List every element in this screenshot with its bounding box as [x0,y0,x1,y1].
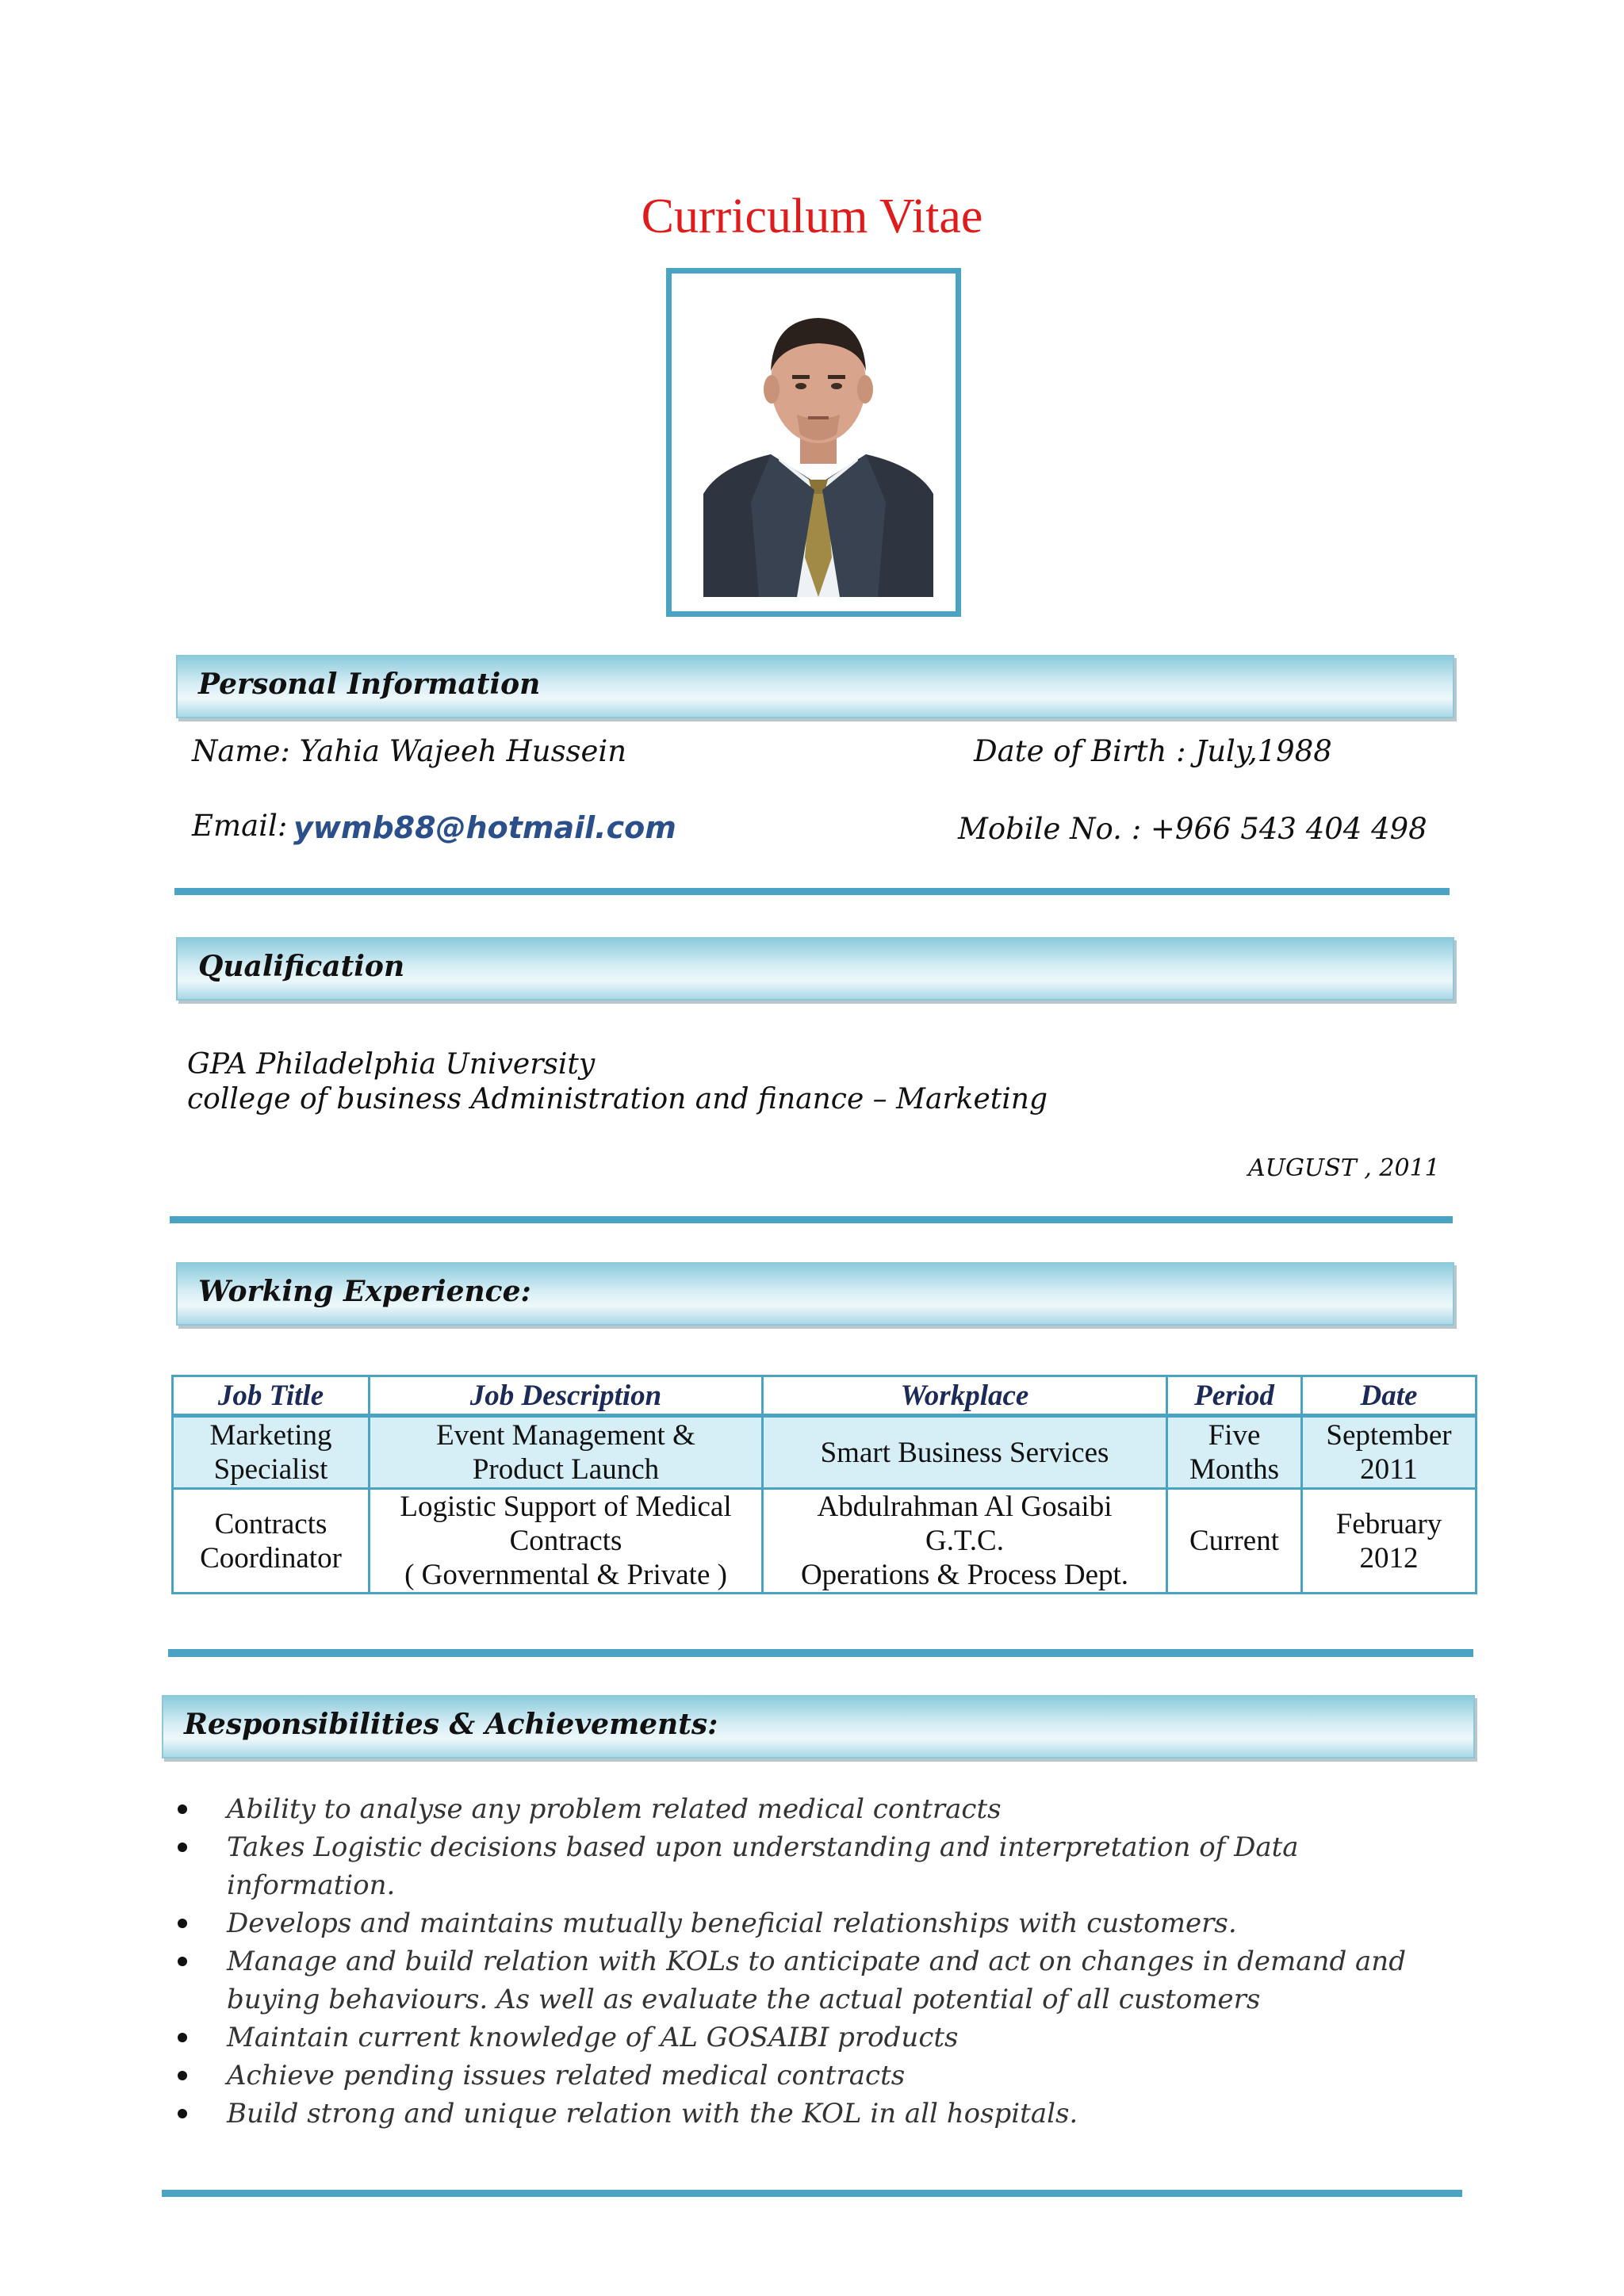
list-item-text: Ability to analyse any problem related medical contracts [227,1793,1002,1825]
section-title: Working Experience: [198,1275,531,1308]
cell-line: Current [1189,1525,1280,1557]
name-field: Name: Yahia Wajeeh Hussein [192,734,627,768]
cell-line: Contracts [509,1525,622,1557]
table-header-row [173,1376,1477,1416]
cell-line: Months [1189,1453,1280,1486]
list-item [174,2095,1443,2133]
qualification-header [176,937,1454,1001]
list-item [174,1790,1443,1828]
list-item-text: Build strong and unique relation with the KOL in all hospitals. [227,2098,1078,2130]
list-item-text: Manage and build relation with KOLs to anticipate and act on changes in demand and buying behaviours. As well as evaluate the actual potential of all customers [227,1946,1406,2015]
column-header-job-description: Job Description [370,1376,763,1416]
job-description-cell [370,1489,763,1594]
profile-photo [703,296,933,597]
job-description-cell [370,1416,763,1489]
job-title-cell [173,1489,370,1594]
list-item [174,2057,1443,2095]
cell-line: Product Launch [472,1453,660,1486]
mobile-field: Mobile No. : +966 543 404 498 [958,812,1427,846]
column-header-period: Period [1167,1376,1302,1416]
cell-line: Abdulrahman Al Gosaibi [817,1490,1113,1523]
working-experience-header [176,1262,1454,1326]
column-header-workplace: Workplace [763,1376,1167,1416]
cell-line: Smart Business Services [820,1436,1109,1469]
bullet-icon [178,2071,187,2080]
bullet-icon [178,1843,187,1852]
qualification-college: college of business Administration and finance – Marketing [187,1083,1048,1115]
qualification-university: GPA Philadelphia University [187,1048,596,1081]
cell-line: February [1335,1507,1442,1540]
personal-information-header [176,655,1454,718]
email-label: Email: [192,809,288,843]
email-link[interactable]: ywmb88@hotmail.com [293,810,676,845]
cell-line: September [1326,1419,1452,1452]
responsibilities-header [162,1695,1475,1758]
date-of-birth-field: Date of Birth : July,1988 [974,734,1332,768]
divider [170,1216,1453,1223]
divider [162,2190,1462,2197]
list-item [174,1942,1443,2019]
list-item [174,2019,1443,2057]
experience-table [171,1375,1477,1594]
list-item-text: Achieve pending issues related medical contracts [227,2060,906,2091]
cell-line: 2011 [1360,1453,1418,1486]
bullet-icon [178,1957,187,1966]
cell-line: Specialist [213,1453,328,1486]
cell-line: ( Governmental & Private ) [404,1559,727,1591]
job-title-cell [173,1416,370,1489]
responsibilities-list [174,1790,1443,2133]
list-item-text: Takes Logistic decisions based upon understanding and interpretation of Data information. [227,1831,1299,1901]
divider [174,888,1450,895]
bullet-icon [178,1804,187,1814]
cell-line: Operations & Process Dept. [800,1559,1129,1591]
workplace-cell [763,1416,1167,1489]
column-header-date: Date [1302,1376,1477,1416]
cell-line: Event Management & [436,1419,695,1452]
document-title: Curriculum Vitae [641,189,983,243]
column-header-job-title: Job Title [173,1376,370,1416]
date-cell [1302,1416,1477,1489]
bullet-icon [178,2033,187,2042]
cell-line: Coordinator [200,1541,342,1575]
date-cell [1302,1489,1477,1594]
cell-line: Five [1208,1419,1261,1452]
profile-photo-frame [666,268,961,617]
list-item-text: Develops and maintains mutually beneficial relationships with customers. [227,1908,1237,1939]
list-item [174,1828,1443,1904]
list-item [174,1904,1443,1942]
cell-line: Contracts [214,1507,327,1540]
section-title: Personal Information [198,668,541,701]
cell-line: G.T.C. [925,1525,1004,1557]
qualification-date: AUGUST , 2011 [1248,1154,1440,1182]
table-row [173,1489,1477,1594]
period-cell [1167,1416,1302,1489]
cell-line: Logistic Support of Medical [400,1490,732,1523]
section-title: Qualification [198,950,405,983]
table-row [173,1416,1477,1489]
workplace-cell [763,1489,1167,1594]
bullet-icon [178,1919,187,1928]
cell-line: 2012 [1359,1541,1419,1575]
bullet-icon [178,2109,187,2118]
period-cell [1167,1489,1302,1594]
section-title: Responsibilities & Achievements: [184,1708,718,1741]
divider [168,1649,1473,1657]
cell-line: Marketing [209,1419,332,1452]
list-item-text: Maintain current knowledge of AL GOSAIBI products [227,2022,959,2053]
